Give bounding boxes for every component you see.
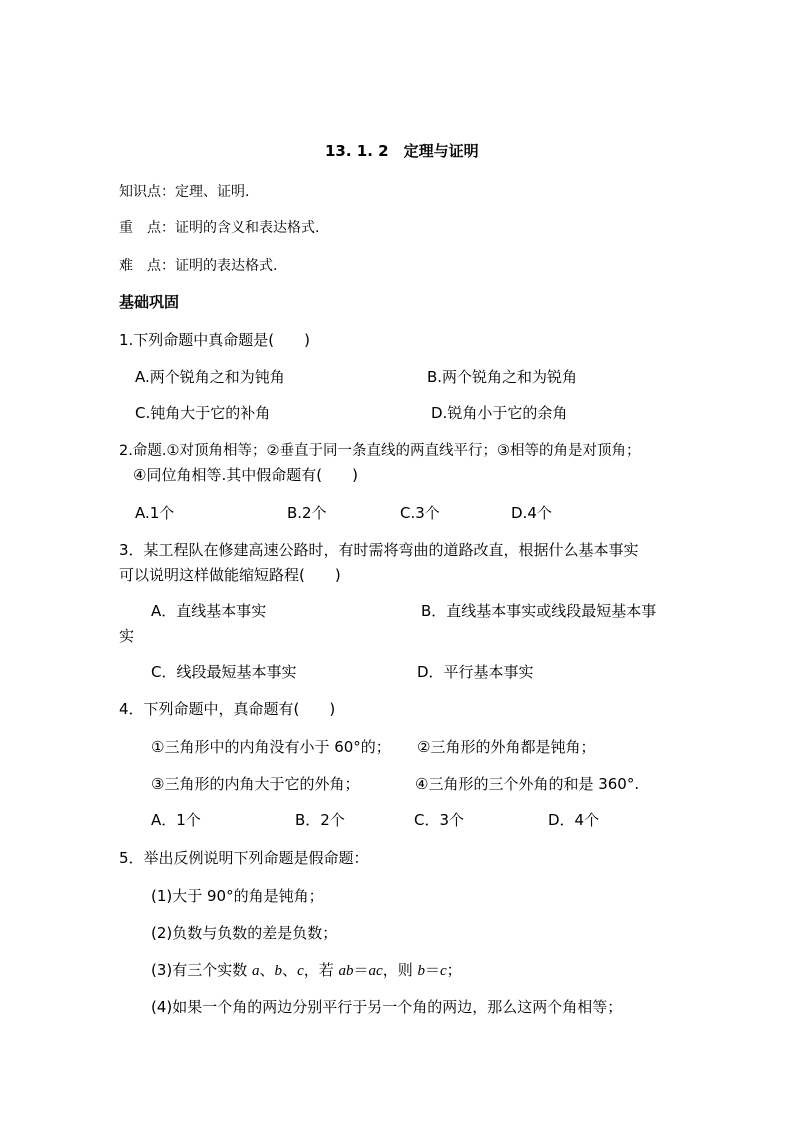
key-point: 重 点：证明的含义和表达格式.: [119, 220, 320, 236]
q3-option-a: A．直线基本事实: [151, 602, 267, 620]
q2-option-d: D.4个: [511, 504, 552, 522]
var-a: a: [252, 963, 260, 979]
q5-part-2: (2)负数与负数的差是负数；: [151, 924, 338, 942]
equals-sign: ＝: [353, 961, 369, 979]
q1-option-d: D.锐角小于它的余角: [431, 404, 568, 422]
knowledge-points: 知识点：定理、证明.: [119, 184, 250, 200]
q4-statement-2: ②三角形的外角都是钝角；: [417, 738, 596, 756]
q2-option-c: C.3个: [400, 504, 440, 522]
q3-option-c: C．线段最短基本事实: [151, 663, 297, 681]
q2-option-b: B.2个: [287, 504, 327, 522]
q5-part-3-end: ；: [446, 961, 462, 979]
q4-option-a: A．1个: [151, 811, 201, 829]
q2-option-a: A.1个: [135, 504, 175, 522]
q1-stem: 1.下列命题中真命题是( ): [119, 331, 311, 349]
q3-stem-line2: 可以说明这样做能缩短路程( ): [119, 566, 341, 584]
var-b: b: [417, 963, 425, 979]
separator: 、: [259, 961, 275, 979]
section-heading: 基础巩固: [119, 293, 180, 311]
q4-statement-3: ③三角形的内角大于它的外角；: [151, 775, 360, 793]
q5-part-3-then: ，则: [382, 961, 418, 979]
q4-option-d: D．4个: [548, 811, 600, 829]
q2-stem-line1: 2.命题.①对顶角相等；②垂直于同一条直线的两直线平行；③相等的角是对顶角；: [119, 443, 641, 459]
q4-statement-1: ①三角形中的内角没有小于 60°的；: [151, 738, 391, 756]
difficulty: 难 点：证明的表达格式.: [119, 258, 278, 274]
expr-ab: ab: [338, 963, 354, 979]
q1-option-a: A.两个锐角之和为钝角: [135, 368, 285, 386]
q3-option-b-line2: 实: [119, 627, 135, 645]
q4-statement-4: ④三角形的三个外角的和是 360°.: [415, 775, 640, 793]
q5-part-3: [151, 960, 462, 981]
expr-ac: ac: [368, 963, 383, 979]
q5-stem: 5．举出反例说明下列命题是假命题：: [119, 849, 369, 867]
q5-part-3-prefix: (3)有三个实数: [151, 961, 253, 979]
equals-sign: ＝: [424, 961, 440, 979]
q2-stem-line2: ④同位角相等.其中假命题有( ): [133, 466, 358, 484]
separator: 、: [282, 961, 298, 979]
q4-option-c: C．3个: [414, 811, 465, 829]
q5-part-1: (1)大于 90°的角是钝角；: [151, 887, 324, 905]
q3-stem-line1: 3．某工程队在修建高速公路时，有时需将弯曲的道路改直，根据什么基本事实: [119, 541, 639, 559]
var-c: c: [440, 963, 447, 979]
q4-option-b: B．2个: [295, 811, 345, 829]
q5-part-3-mid: ，若: [303, 961, 339, 979]
q3-option-d: D．平行基本事实: [417, 663, 534, 681]
var-c: c: [297, 963, 304, 979]
var-b: b: [274, 963, 283, 979]
page-title: 13. 1. 2 定理与证明: [325, 142, 479, 160]
q1-option-b: B.两个锐角之和为锐角: [427, 368, 578, 386]
q4-stem: 4．下列命题中，真命题有( ): [119, 700, 336, 718]
q5-part-4: (4)如果一个角的两边分别平行于另一个角的两边，那么这两个角相等；: [151, 998, 623, 1016]
q1-option-c: C.钝角大于它的补角: [135, 404, 271, 422]
q3-option-b-line1: B．直线基本事实或线段最短基本事: [421, 602, 657, 620]
